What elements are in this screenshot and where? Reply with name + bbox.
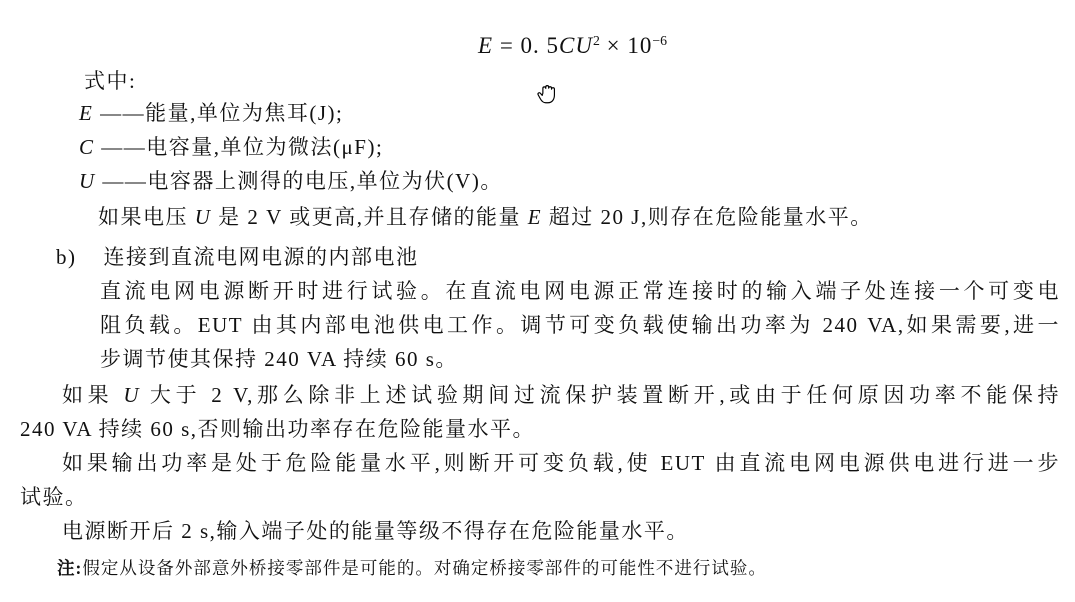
var-E: E <box>527 205 543 229</box>
definition-dash: —— <box>94 135 147 159</box>
definition-symbol: U <box>79 169 96 193</box>
definition-U <box>79 168 503 194</box>
var-U: U <box>123 383 140 407</box>
note-colon: : <box>75 558 83 578</box>
list-item-b-label: b) <box>56 245 77 269</box>
where-label: 式中: <box>84 69 137 93</box>
formula-vars-CU: CU <box>559 33 593 58</box>
text-line: 试验。 <box>20 485 88 509</box>
definition-desc: 电容器上测得的电压,单位为伏(V)。 <box>147 169 503 193</box>
paragraph-energy-threshold <box>98 204 873 230</box>
paragraph-disconnect <box>20 514 1060 548</box>
definition-dash: —— <box>95 169 148 193</box>
text-segment: 如果 <box>62 383 124 407</box>
list-item-b-heading <box>56 244 419 270</box>
formula-equals: = <box>493 33 521 58</box>
note-text: 假定从设备外部意外桥接零部件是可能的。对确定桥接零部件的可能性不进行试验。 <box>82 558 767 578</box>
definition-symbol: C <box>79 135 95 159</box>
formula-base-10: 10 <box>627 33 653 58</box>
list-item-b-title: 连接到直流电网电源的内部电池 <box>103 245 419 269</box>
text-line: 阻负载。EUT 由其内部电池供电工作。调节可变负载使输出功率为 240 VA,如果需要,进一 <box>100 313 1060 337</box>
note-label: 注 <box>57 558 76 578</box>
var-U: U <box>194 205 212 229</box>
text-segment: 是 2 V 或更高,并且存储的能量 <box>211 205 528 229</box>
formula-exponent-2: 2 <box>593 33 600 49</box>
formula-energy <box>478 31 667 61</box>
hand-grab-cursor-icon <box>536 82 558 107</box>
text-line: 直流电网电源断开时进行试验。在直流电网电源正常连接时的输入端子处连接一个可变电 <box>100 279 1060 303</box>
paragraph-b-body <box>100 274 1060 376</box>
definition-desc: 能量,单位为焦耳(J); <box>145 101 344 125</box>
text-line: 如果输出功率是处于危险能量水平,则断开可变负载,使 EUT 由直流电网电源供电进行进一步 <box>62 451 1060 475</box>
definition-E <box>79 100 343 126</box>
formula-coefficient: 0. 5 <box>520 33 560 58</box>
text-segment: 如果电压 <box>98 205 195 229</box>
note <box>57 556 767 580</box>
formula-times: × <box>599 33 628 58</box>
definition-C <box>79 134 383 160</box>
text-segment: 超过 20 J,则存在危险能量水平。 <box>542 205 873 229</box>
text-segment: 大于 2 V,那么除非上述试验期间过流保护装置断开,或由于任何原因功率不能保持 <box>139 383 1060 407</box>
paragraph-if-output <box>20 446 1060 514</box>
text-line <box>20 378 1060 412</box>
paragraph-if-u <box>20 378 1060 446</box>
formula-var-E: E <box>478 33 494 58</box>
formula-exponent-minus6: −6 <box>652 33 668 49</box>
definition-desc: 电容量,单位为微法(μF); <box>146 135 384 159</box>
definition-dash: —— <box>93 101 146 125</box>
text-line: 步调节使其保持 240 VA 持续 60 s。 <box>100 347 458 371</box>
text-line: 电源断开后 2 s,输入端子处的能量等级不得存在危险能量水平。 <box>62 519 689 543</box>
definition-symbol: E <box>79 101 94 125</box>
text-line: 240 VA 持续 60 s,否则输出功率存在危险能量水平。 <box>20 417 536 441</box>
